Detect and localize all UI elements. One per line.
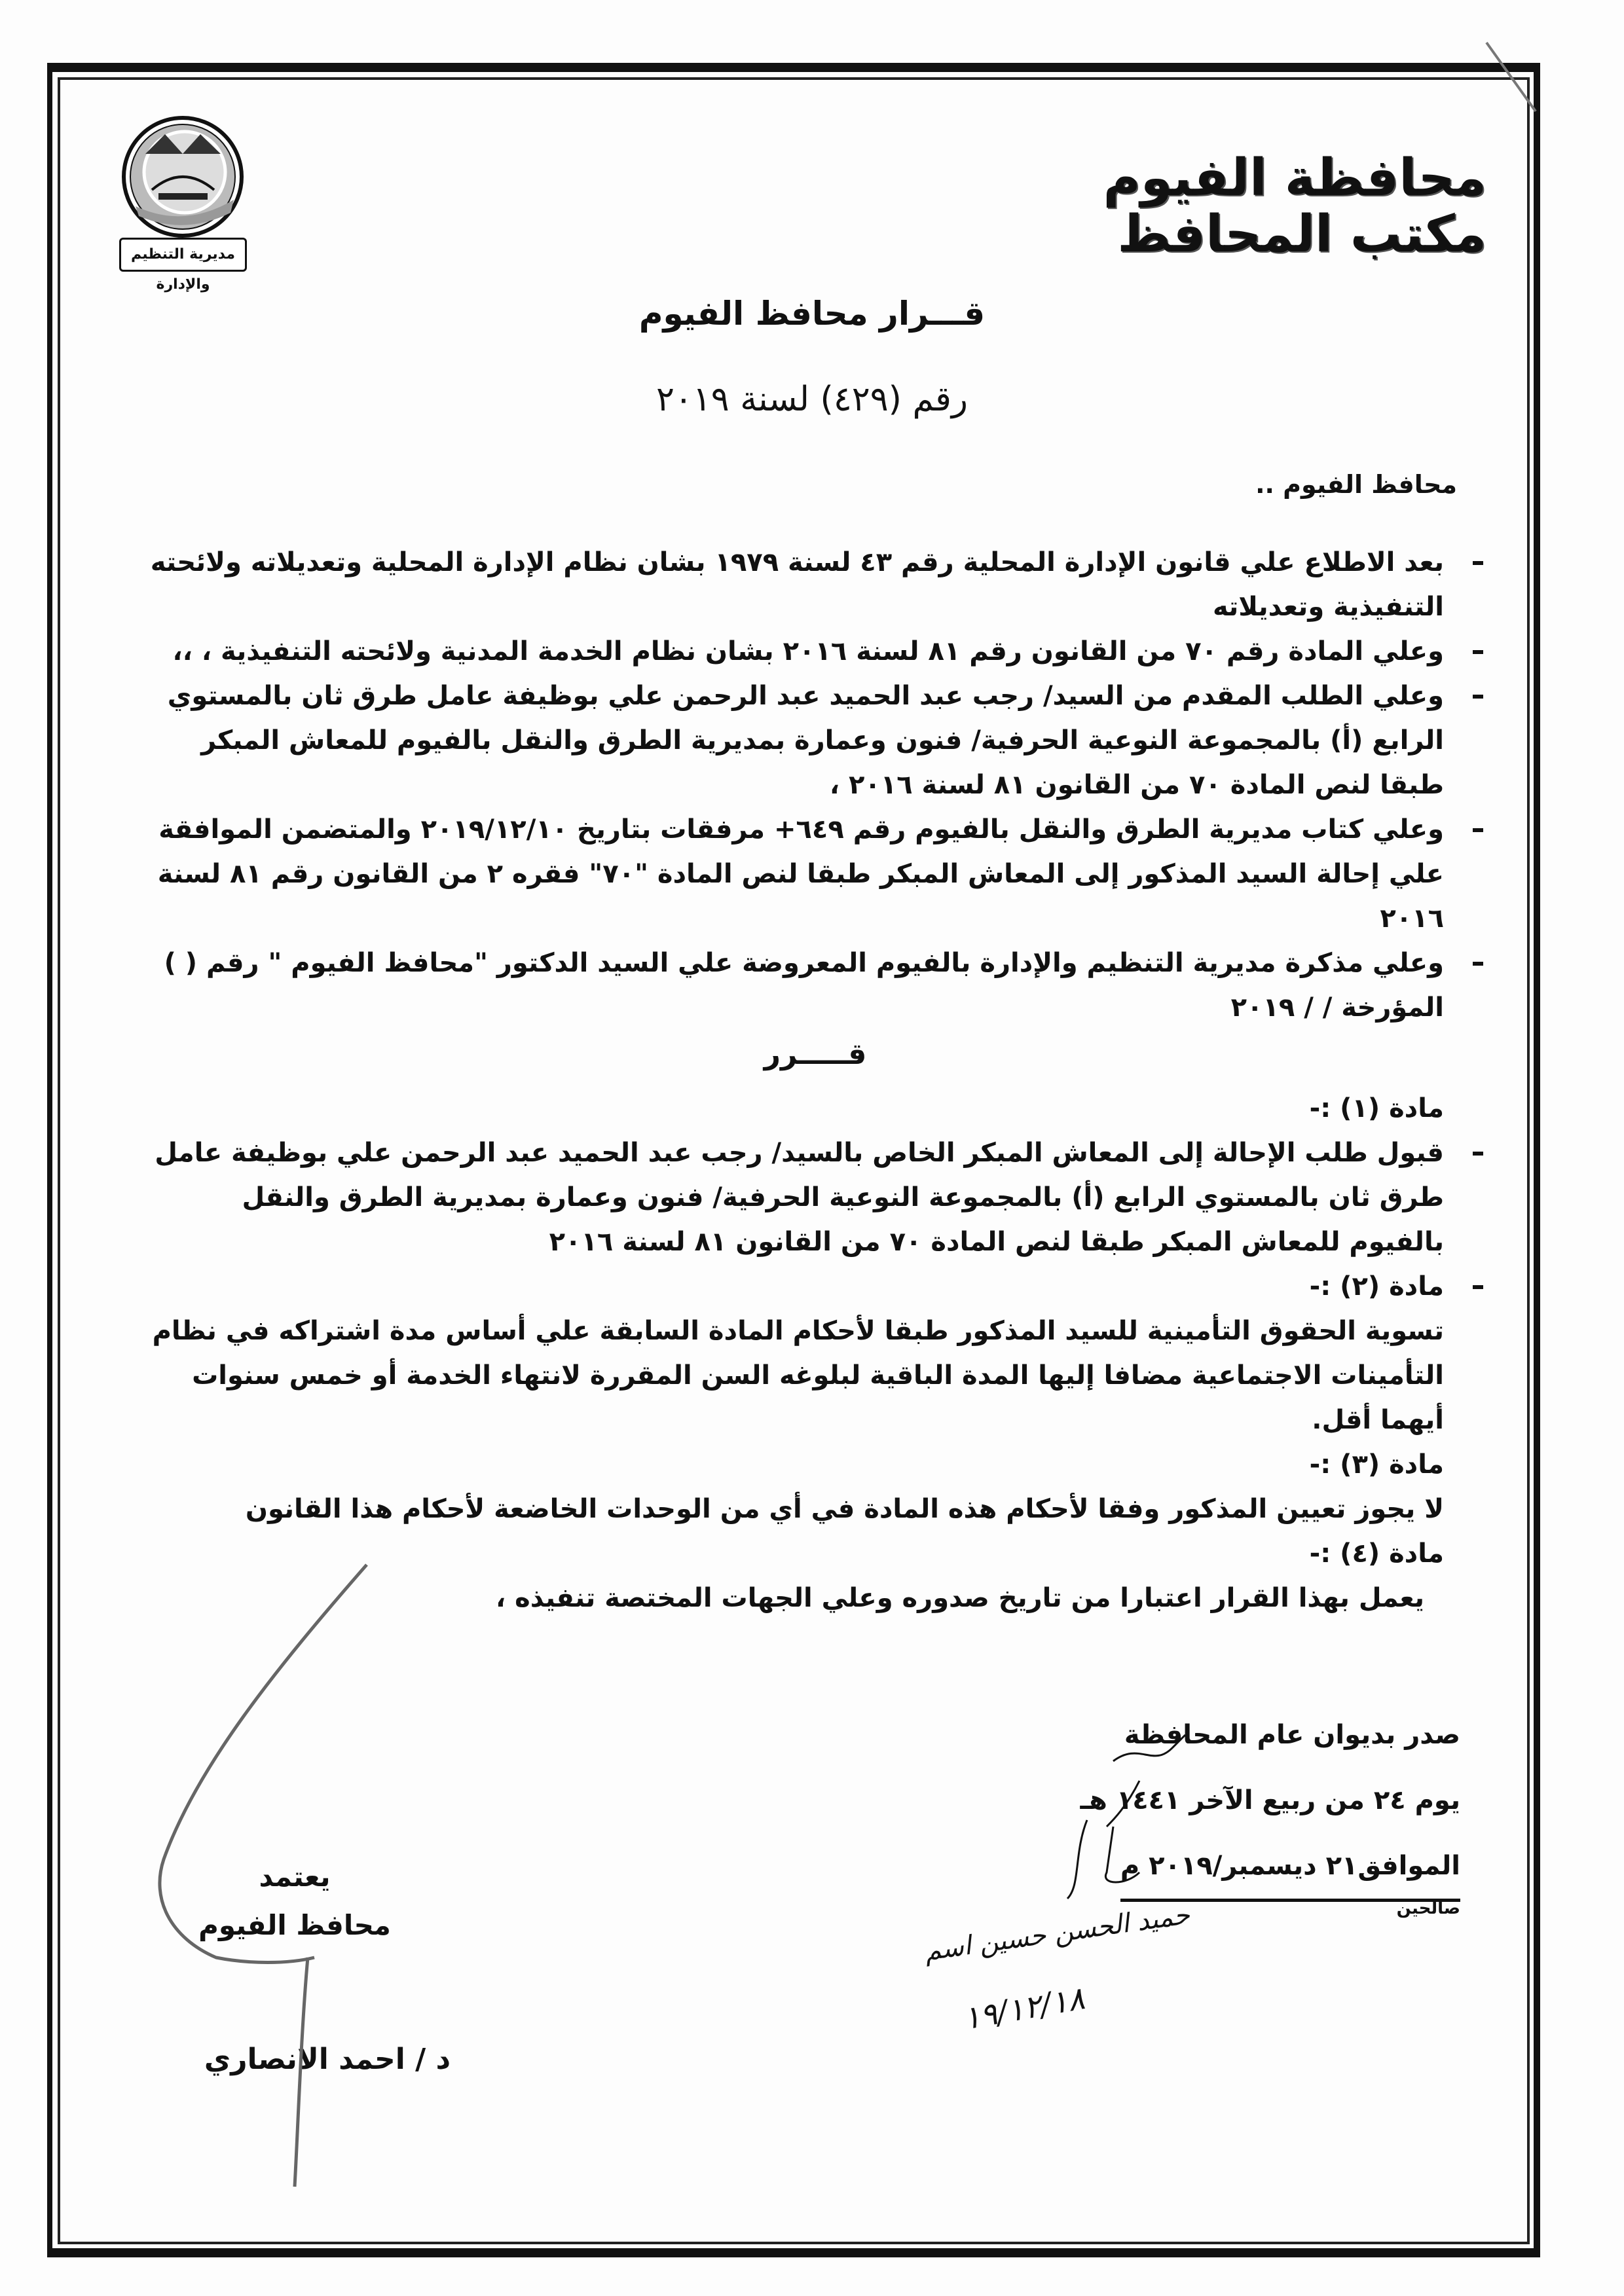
preamble-item: وعلي مذكرة مديرية التنظيم والإدارة بالفيوم المعروضة علي السيد الدكتور "محافظ الفيوم " رقم ( ) المؤرخة / / ٢٠١٩ [147, 941, 1483, 1030]
article-text: يعمل بهذا القرار اعتبارا من تاريخ صدوره وعلي الجهات المختصة تنفيذه ، [496, 1583, 1424, 1613]
article-heading: مادة (٢) :- [147, 1264, 1483, 1309]
article-text: لا يجوز تعيين المذكور وفقا لأحكام هذه المادة في أي من الوحدات الخاضعة لأحكام هذا القانون [245, 1494, 1444, 1524]
stamp-name: صالحين [1396, 1899, 1460, 1918]
article-text: قبول طلب الإحالة إلى المعاش المبكر الخاص بالسيد/ رجب عبد الحميد عبد الرحمن علي بوظيفة عامل طرق ثان بالمستوي الرابع (أ) بالمجموعة النوعية الحرفية/ فنون وعمارة بمديرية الطرق والنقل بالفيوم للمعاش المبكر طبقا لنص المادة ٧٠ من القانون ٨١ لسنة ٢٠١٦ [147, 1131, 1483, 1264]
article-heading: مادة (٤) :- [1309, 1539, 1444, 1569]
article-text: تسوية الحقوق التأمينية للسيد المذكور طبقا لأحكام المادة السابقة علي أساس مدة اشتراكه في نظام التأمينات الاجتماعية مضافا إليها المدة الباقية لبلوغه السن المقررة لانتهاء الخدمة أو خمس سنوات أيهما أقل. [152, 1316, 1444, 1435]
approver-title: محافظ الفيوم [198, 1909, 391, 1941]
approver-name: د / احمد الانصاري [204, 2043, 451, 2076]
decree-body [147, 540, 1483, 1620]
letterhead [1103, 151, 1486, 263]
article-heading: مادة (٣) :- [1309, 1449, 1444, 1480]
article-heading: مادة (١) :- [1309, 1093, 1444, 1123]
directorate-logo [119, 115, 247, 293]
logo-caption: مديرية التنظيم والإدارة [119, 238, 247, 272]
office-name: مكتب المحافظ [1117, 204, 1486, 264]
governorate-name: محافظة الفيوم [1103, 149, 1486, 208]
preamble-item: بعد الاطلاع علي قانون الإدارة المحلية رقم ٤٣ لسنة ١٩٧٩ بشان نظام الإدارة المحلية وتعديلاته ولائحته التنفيذية وتعديلاته [147, 540, 1483, 629]
addressee: محافظ الفيوم .. [1255, 470, 1457, 499]
issuance-block [1080, 1702, 1460, 1902]
emblem-icon [119, 115, 247, 239]
gregorian-date: الموافق٢١ ديسمبر/٢٠١٩ م [1120, 1833, 1460, 1902]
decides-heading: قـــــرر [764, 1038, 867, 1071]
decree-number: رقم (٤٢٩) لسنة ٢٠١٩ [655, 380, 969, 419]
issued-at: صدر بديوان عام المحافظة [1124, 1720, 1460, 1750]
handwritten-date: ١٩/١٢/١٨ [960, 1980, 1088, 2037]
decree-title: قـــرار محافظ الفيوم [638, 295, 986, 333]
approve-label: يعتمد [259, 1861, 331, 1893]
approval-block [196, 1853, 393, 1950]
preamble-item: وعلي الطلب المقدم من السيد/ رجب عبد الحميد عبد الرحمن علي بوظيفة عامل طرق ثان بالمستوي الرابع (أ) بالمجموعة النوعية الحرفية/ فنون وعمارة بمديرية الطرق والنقل بالفيوم للمعاش المبكر طبقا لنص المادة ٧٠ من القانون ٨١ لسنة ٢٠١٦ ، [147, 674, 1483, 807]
handwritten-note: حميد الحسن حسين اسم [922, 1899, 1192, 1967]
hijri-date: يوم ٢٤ من ربيع الآخر ١٤٤١ هـ [1080, 1785, 1460, 1815]
preamble-item: وعلي كتاب مديرية الطرق والنقل بالفيوم رقم ٦٤٩+ مرفقات بتاريخ ٢٠١٩/١٢/١٠ والمتضمن الموافقة علي إحالة السيد المذكور إلى المعاش المبكر طبقا لنص المادة "٧٠" فقره ٢ من القانون رقم ٨١ لسنة ٢٠١٦ [147, 807, 1483, 941]
preamble-item: وعلي المادة رقم ٧٠ من القانون رقم ٨١ لسنة ٢٠١٦ بشان نظام الخدمة المدنية ولائحته التنفيذية ، ،، [147, 629, 1483, 674]
